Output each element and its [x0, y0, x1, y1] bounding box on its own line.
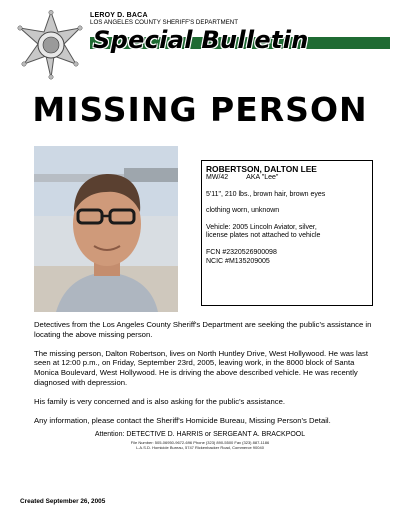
missing-person-photo	[34, 146, 178, 312]
vehicle-line-1: Vehicle: 2005 Lincoln Aviator, silver,	[206, 223, 317, 231]
paragraph-2: The missing person, Dalton Robertson, lives on North Huntley Drive, West Hollywood. He was last seen at 12:00 p.m., on Friday, September 23rd, 2005, leaving work, in the 8000 block of Santa Monica Boulevard, West Hollywood. He is driving the above described vehicle. He was recently diagnosed with depression.	[34, 348, 368, 387]
page-title: MISSING PERSON	[32, 90, 368, 129]
bureau-address-line: L.A.S.D. Homicide Bureau, 5747 Rickenbacker Road, Commerce 90040	[136, 445, 264, 450]
vehicle-line-2: license plates not attached to vehicle	[206, 232, 321, 240]
special-bulletin-banner	[90, 28, 390, 56]
sex-age-aka-row	[206, 174, 368, 183]
sheriff-name: LEROY D. BACA	[90, 12, 148, 19]
attention-line: Attention: DETECTIVE D. HARRIS or SERGEANT A. BRACKPOOL	[94, 431, 306, 438]
bulletin-body	[34, 320, 379, 434]
bulletin-title: Special Bulletin	[93, 26, 309, 54]
paragraph-3: His family is very concerned and is also asking for the public's assistance.	[34, 396, 285, 406]
person-details-box	[201, 160, 373, 306]
aka: AKA "Lee"	[246, 174, 279, 181]
department-name: LOS ANGELES COUNTY SHERIFF'S DEPARTMENT	[90, 19, 238, 26]
paragraph-4: Any information, please contact the Sheriff's Homicide Bureau, Missing Person's Detail.	[34, 415, 331, 425]
paragraph-1: Detectives from the Los Angeles County Sheriff's Department are seeking the public's assistance in locating the above missing person.	[34, 320, 372, 339]
physical-description: 5'11", 210 lbs., brown hair, brown eyes	[206, 190, 326, 198]
file-number-line: File Number: 505-06950-9672-696 Phone (323) 890-5500 Fax (323) 887-1186	[130, 440, 270, 445]
sex-age: MW/42	[206, 174, 229, 181]
person-name: ROBERTSON, DALTON LEE	[206, 164, 317, 174]
sheriff-star-badge-icon	[16, 10, 86, 80]
fcn-number: FCN #2320526900098	[206, 248, 277, 256]
created-date: Created September 26, 2005	[20, 498, 106, 505]
clothing: clothing worn, unknown	[206, 207, 280, 215]
ncic-number: NCIC #M135209005	[206, 257, 270, 265]
